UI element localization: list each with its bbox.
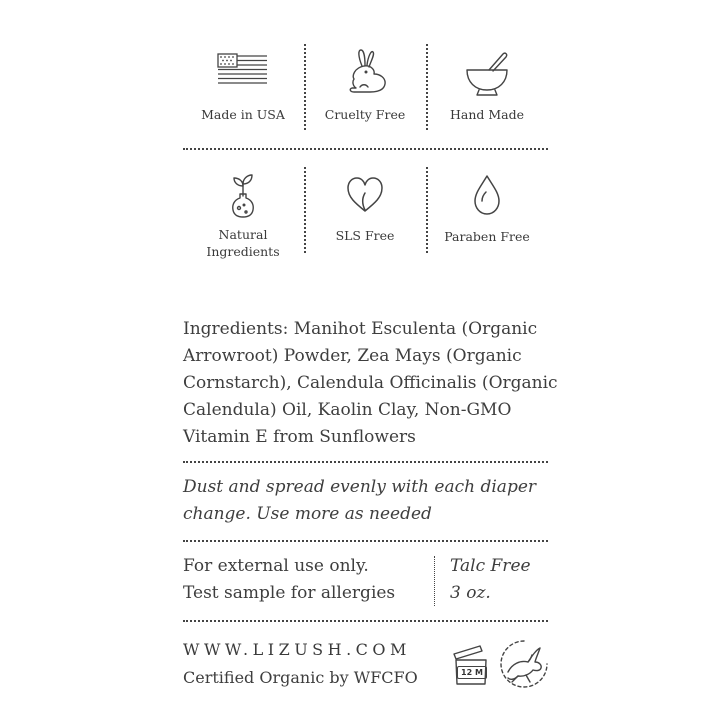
divider	[426, 44, 428, 130]
plant-bulb-icon	[223, 170, 263, 220]
leaping-bunny-icon	[498, 638, 550, 690]
net-weight: 3 oz.	[450, 583, 491, 603]
feature-label: SLS Free	[335, 228, 395, 243]
feature-paraben-free	[427, 174, 547, 245]
ingredients-line: Cornstarch), Calendula Officinalis (Organic	[183, 373, 558, 393]
leaping-bunny-logo	[498, 638, 550, 690]
droplet-icon	[469, 174, 505, 216]
ingredients-line: Calendula) Oil, Kaolin Clay, Non-GMO	[183, 400, 512, 420]
feature-label: Natural Ingredients	[206, 227, 280, 259]
directions-text	[183, 474, 563, 528]
divider	[183, 540, 548, 542]
divider	[304, 44, 306, 130]
divider	[434, 556, 435, 606]
divider	[426, 167, 428, 253]
website-url: WWW.LIZUSH.COM	[183, 640, 411, 659]
ingredients-line: Arrowroot) Powder, Zea Mays (Organic	[183, 346, 522, 366]
period-after-opening-badge	[450, 640, 492, 688]
talc-free-claim: Talc Free	[450, 556, 531, 576]
divider	[183, 461, 548, 463]
claims-text	[450, 553, 560, 607]
feature-made-in-usa	[183, 52, 303, 123]
feature-label: Hand Made	[449, 107, 525, 122]
warning-line: For external use only.	[183, 556, 369, 576]
directions-line: change. Use more as needed	[183, 504, 432, 524]
feature-natural-ingredients	[183, 170, 303, 260]
mortar-pestle-icon	[459, 48, 515, 98]
warning-line: Test sample for allergies	[183, 583, 396, 603]
feature-label: Paraben Free	[444, 229, 530, 244]
divider	[304, 167, 306, 253]
ingredients-line: Vitamin E from Sunflowers	[183, 427, 416, 447]
pao-label: 12 M	[457, 666, 487, 679]
feature-label: Cruelty Free	[324, 107, 406, 122]
ingredients-text	[183, 316, 563, 451]
ingredients-line: Ingredients: Manihot Esculenta (Organic	[183, 319, 538, 339]
warnings-text	[183, 553, 428, 607]
open-jar-icon	[450, 640, 492, 688]
feature-sls-free	[305, 176, 425, 244]
feature-label: Made in USA	[201, 107, 285, 122]
us-flag-icon	[217, 52, 269, 86]
divider	[183, 620, 548, 622]
feature-hand-made	[427, 48, 547, 123]
feature-cruelty-free	[305, 46, 425, 123]
divider	[183, 148, 548, 150]
heart-icon	[345, 176, 385, 214]
rabbit-icon	[340, 46, 390, 96]
certified-organic-text: Certified Organic by WFCFO	[183, 668, 418, 687]
directions-line: Dust and spread evenly with each diaper	[183, 477, 537, 497]
